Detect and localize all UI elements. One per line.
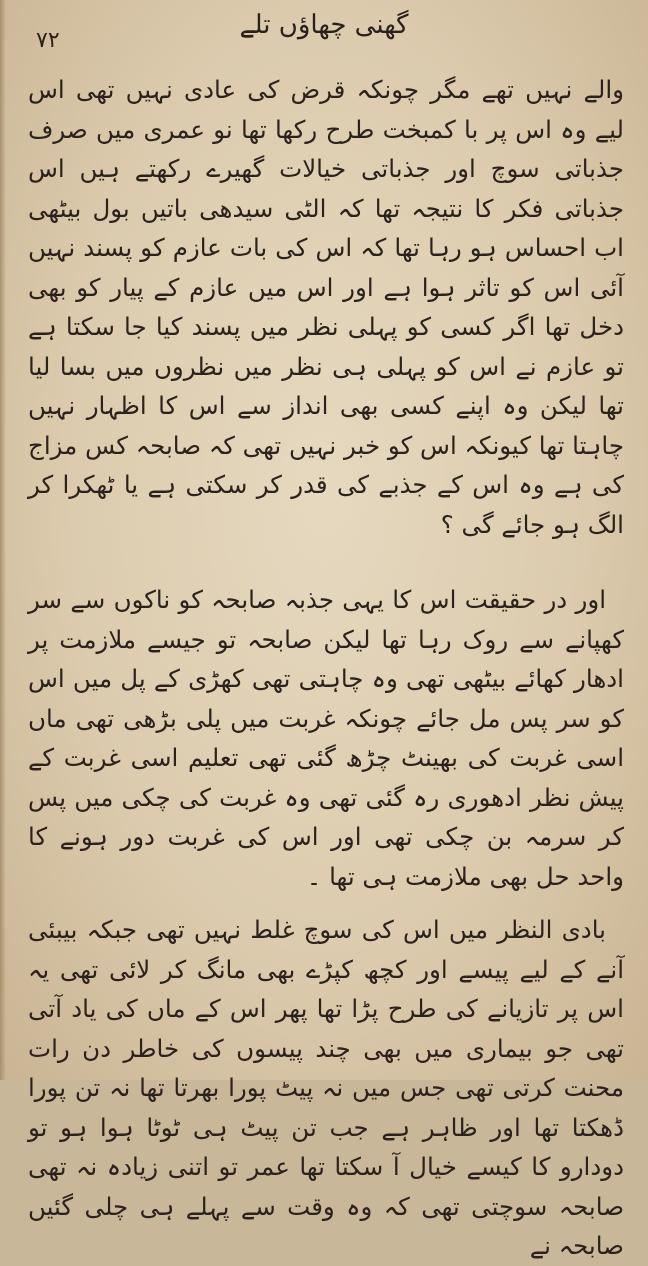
paragraph-2: اور در حقیقت اس کا یہی جذبہ صابحہ کو ناکوں سے سر کھپانے سے روک رہا تھا لیکن صابحہ تو جیسے ملازمت پر ادھار کھائے بیٹھی تھی وہ چاہتی تھی کھڑی کے پل میں اس کو سر پس مل جائے چونکہ غربت میں پلی بڑھی تھی ماں اسی غربت کی بھینٹ چڑھ گئی تھی تعلیم اسی غربت کے پیش نظر ادھوری رہ گئی تھی وہ غربت کی چکی میں پس کر سرمہ بن چکی تھی اور اس کی غربت دور ہونے کا واحد حل بھی ملازمت ہی تھا ۔	[28, 585, 624, 891]
paragraph-1: والے نہیں تھے مگر چونکہ قرض کی عادی نہیں تھی اس لیے وہ اس پر با کمبخت طرح رکھا تھا نو عمری میں صرف جذباتی سوچ اور جذباتی خیالات گھیرے رکھتے ہیں اس جذباتی فکر کا نتیجہ تھا کہ الٹی سیدھی باتیں بول بیٹھی اب احساس ہو رہا تھا کہ اس کی بات عازم کو پسند نہیں آئی اس کو تاثر ہوا ہے اور اس میں عازم کے پیار کو بھی دخل تھا اگر کسی کو پہلی نظر میں پسند کیا جا سکتا ہے تو عازم نے اس کو پہلی ہی نظر میں نظروں میں بسا لیا تھا لیکن وہ اپنے کسی بھی انداز سے اس کا اظہار نہیں چاہتا تھا کیونکہ اس کو خبر نہیں تھی کہ صابحہ کس مزاج کی ہے وہ اس کے جذبے کی قدر کر سکتی ہے یا ٹھکرا کر الگ ہو جائے گی ؟	[28, 75, 624, 539]
paragraph-3: بادی النظر میں اس کی سوچ غلط نہیں تھی جبکہ بیبئی آنے کے لیے پیسے اور کچھ کپڑے بھی مانگ کر لائی تھی یہ اس پر تازیانے کی طرح پڑا تھا پھر اس کے ماں کی یاد آتی تھی جو بیماری میں بھی چند پیسوں کی خاطر دن رات محنت کرتی تھی جس میں نہ پیٹ پورا بھرتا تھا نہ تن پورا ڈھکتا تھا اور ظاہر ہے جب تن پیٹ ہی ٹوٹا ہوا ہو تو دودارو کا کیسے خیال آ سکتا تھا عمر تو اتنی زیادہ نہ تھی صابحہ سوچتی تھی کہ وہ وقت سے پہلے ہی چلی گئیں صابحہ نے	[28, 915, 624, 1260]
page-binding-shadow	[0, 0, 6, 1080]
body-text	[28, 70, 624, 1266]
page-number: ۷۲	[36, 28, 60, 53]
running-title: گھنی چھاؤں تلے	[239, 10, 409, 40]
